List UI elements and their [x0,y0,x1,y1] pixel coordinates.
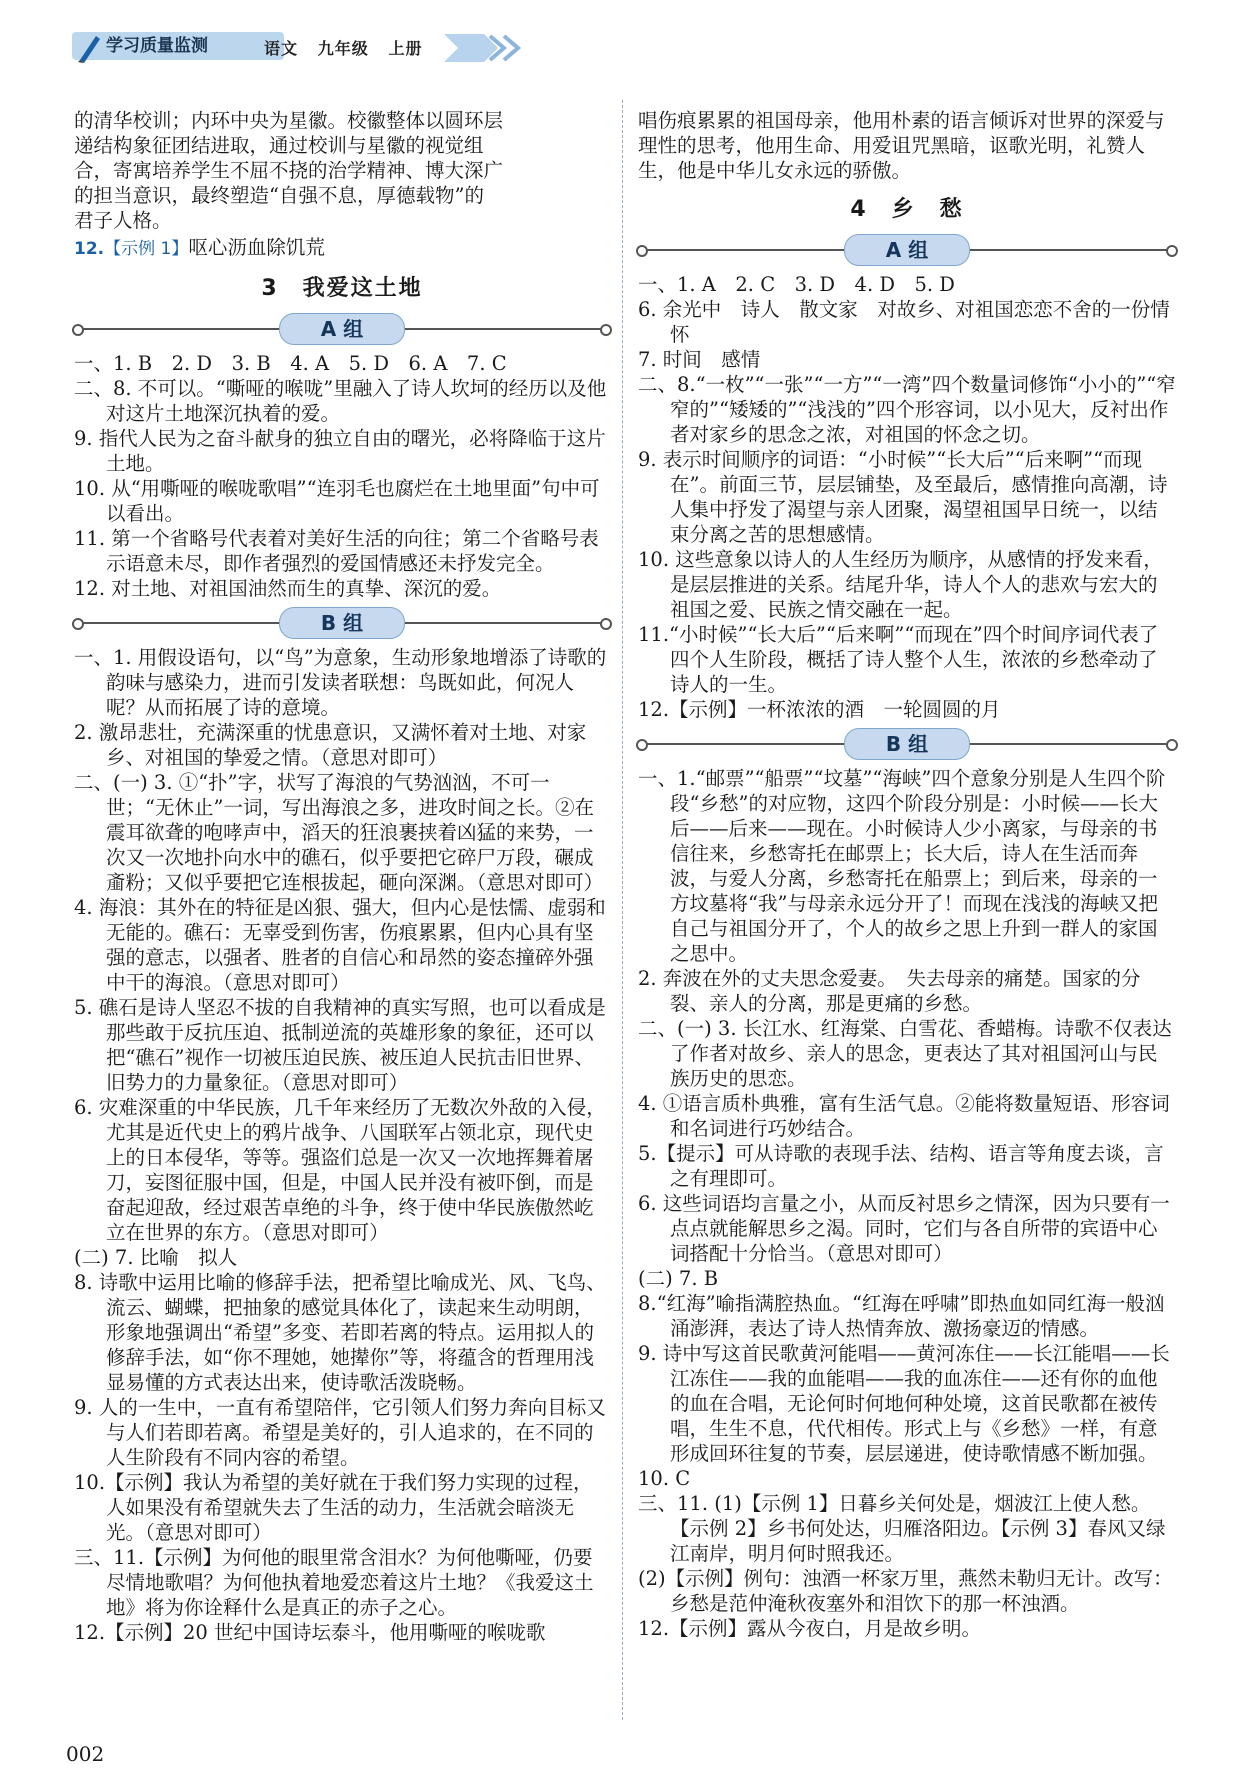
answer: 2. 激昂悲壮，充满深重的忧患意识，又满怀着对土地、对家乡、对祖国的挚爱之情。（意思对即可） [74,721,587,769]
answer-text: 呕心沥血除饥荒 [188,236,325,259]
text-line: 合，寄寓培养学生不屈不挠的治学精神、博大深广 [74,159,504,182]
continued-text: 唱伤痕累累的祖国母亲，他用朴素的语言倾诉对世界的深爱与理性的思考，他用生命、用爱诅咒黑暗，讴歌光明，礼赞人生，他是中华儿女永远的骄傲。 [638,109,1165,182]
answer: 三、11.【示例】为何他的眼里常含泪水？为何他嘶哑，仍要尽情地歌唱？为何他执着地爱恋着这片土地？《我爱这土地》将为你诠释什么是真正的赤子之心。 [74,1546,594,1619]
group-label: B 组 [279,607,405,639]
answer: 8. 诗歌中运用比喻的修辞手法，把希望比喻成光、风、飞鸟、流云、蝴蝶，把抽象的感觉具体化了，读起来生动明朗，形象地强调出“希望”多变、若即若离的特点。运用拟人的修辞手法，如“你不理她，她撵你”等，将蕴含的哲理用浅显易懂的方式表达出来，使诗歌活泼晓畅。 [74,1271,606,1394]
answer: 10.【示例】我认为希望的美好就在于我们努力实现的过程，人如果没有希望就失去了生活的动力，生活就会暗淡无光。（意思对即可） [74,1471,593,1544]
text-line: 的担当意识，最终塑造“自强不息，厚德载物”的 [74,184,484,207]
left-column [74,108,610,1645]
answer: 一、1. A 2. C 3. D 4. D 5. D [638,273,955,296]
page-header [72,28,532,68]
answer: 5.【提示】可从诗歌的表现手法、结构、语言等角度去谈，言之有理即可。 [638,1142,1164,1190]
answer: 三、11. (1)【示例 1】日暮乡关何处是，烟波江上使人愁。【示例 2】乡书何处达，归雁洛阳边。【示例 3】春风又绿江南岸，明月何时照我还。 [638,1492,1166,1565]
answer: 10. 这些意象以诗人的人生经历为顺序，从感情的抒发来看，是层层推进的关系。结尾升华，诗人个人的悲欢与宏大的祖国之爱、民族之情交融在一起。 [638,548,1163,621]
grade: 九年级 [317,39,369,58]
answer: 9. 指代人民为之奋斗献身的独立自由的曙光，必将降临于这片土地。 [74,427,606,475]
answer: 2. 奔波在外的丈夫思念爱妻。 失去母亲的痛楚。国家的分裂、亲人的分离，那是更痛的乡愁。 [638,967,1141,1015]
intro-block [74,108,610,233]
volume: 上册 [388,39,423,58]
pen-icon [76,32,102,64]
brand-label [72,32,284,60]
brand-text: 学习质量监测 [106,36,208,56]
right-column [638,108,1176,1641]
answer: 10. 从“用嘶哑的喉咙歌唱”“连羽毛也腐烂在土地里面”句中可以看出。 [74,477,600,525]
answer: 11.“小时候”“长大后”“后来啊”“而现在”四个时间序词代表了四个人生阶段，概括了诗人整个人生，浓浓的乡愁牵动了诗人的一生。 [638,623,1159,696]
answer: 一、1. 用假设语句，以“鸟”为意象，生动形象地增添了诗歌的韵味与感染力，进而引发读者联想：鸟既如此，何况人呢？从而拓展了诗的意境。 [74,646,607,719]
subject: 语文 [264,39,299,58]
text-line: 的清华校训；内环中央为星徽。校徽整体以圆环层 [74,109,504,132]
answer: 10. C [638,1467,691,1490]
page-number: 002 [66,1742,105,1766]
answer: 二、(一) 3. 长江水、红海棠、白雪花、香蜡梅。诗歌不仅表达了作者对故乡、亲人的思念，更表达了其对祖国河山与民族历史的思恋。 [638,1017,1172,1090]
answer: 7. 时间 感情 [638,348,761,371]
answer: 二、8.“一枚”“一张”“一方”“一湾”四个数量词修饰“小小的”“窄窄的”“矮矮的”“浅浅的”四个形容词，以小见大，反衬出作者对家乡的思念之浓，对祖国的怀念之切。 [638,373,1176,446]
group-b-header [74,605,610,641]
answer: (二) 7. B [638,1267,719,1290]
answer: 12.【示例】20 世纪中国诗坛泰斗，他用嘶哑的喉咙歌 [74,1621,546,1644]
example-tag: 【示例 1】 [104,239,189,259]
answer: 二、(一) 3. ①“扑”字，状写了海浪的气势汹汹，不可一世；“无休止”一词，写出海浪之多，进攻时间之长。②在震耳欲聋的咆哮声中，滔天的狂浪裹挟着凶猛的来势，一次又一次地扑向水中的礁石，似乎要把它碎尸万段，碾成齑粉；又似乎要把它连根拔起，砸向深渊。（意思对即可） [74,771,604,894]
subject-line [264,36,422,59]
answer: 6. 余光中 诗人 散文家 对故乡、对祖国恋恋不舍的一份情怀 [638,298,1170,346]
lesson-title: 3 我爱这土地 [261,276,423,301]
text-line: 君子人格。 [74,209,172,232]
answer: 12. 对土地、对祖国油然而生的真挚、深沉的爱。 [74,577,502,600]
answer: 8.“红海”喻指满腔热血。“红海在呼啸”即热血如同红海一般汹涌澎湃，表达了诗人热情奔放、激扬豪迈的情感。 [638,1292,1165,1340]
answer: 9. 人的一生中，一直有希望陪伴，它引领人们努力奔向目标又与人们若即若离。希望是美好的，引人追求的，在不同的人生阶段有不同内容的希望。 [74,1396,606,1469]
group-label: A 组 [844,234,970,266]
answer-12 [74,235,610,262]
answer: (二) 7. 比喻 拟人 [74,1246,238,1269]
group-a-header [638,232,1176,268]
answer: 5. 礁石是诗人坚忍不拔的自我精神的真实写照，也可以看成是那些敢于反抗压迫、抵制逆流的英雄形象的象征，还可以把“礁石”视作一切被压迫民族、被压迫人民抗击旧世界、旧势力的力量象征。（意思对即可） [74,996,606,1094]
answer: 6. 这些词语均言量之小，从而反衬思乡之情深，因为只要有一点点就能解思乡之渴。同时，它们与各自所带的宾语中心词搭配十分恰当。（意思对即可） [638,1192,1170,1265]
answer: 9. 诗中写这首民歌黄河能唱——黄河冻住——长江能唱——长江冻住——我的血能唱——我的血冻住——还有你的血他的血在合唱，无论何时何地何种处境，这首民歌都在被传唱，生生不息，代代相传。形式上与《乡愁》一样，有意形成回环往复的节奏，层层递进，使诗歌情感不断加强。 [638,1342,1170,1465]
answer: 6. 灾难深重的中华民族，几千年来经历了无数次外敌的入侵，尤其是近代史上的鸦片战争、八国联军占领北京，现代史上的日本侵华，等等。强盗们总是一次又一次地挥舞着屠刀，妄图征服中国，但是，中国人民并没有被吓倒，而是奋起迎敌，经过艰苦卓绝的斗争，终于使中华民族傲然屹立在世界的东方。（意思对即可） [74,1096,606,1244]
answer: 9. 表示时间顺序的词语：“小时候”“长大后”“后来啊”“而现在”。前面三节，层层铺垫，及至最后，感情推向高潮，诗人集中抒发了渴望与亲人团聚，渴望祖国早日统一，以结束分离之苦的思想感情。 [638,448,1168,546]
group-label: B 组 [844,728,970,760]
chevron-arrows-icon [444,30,534,66]
group-b-header [638,726,1176,762]
text-line: 递结构象征团结进取，通过校训与星徽的视觉组 [74,134,484,157]
answer: 一、1. B 2. D 3. B 4. A 5. D 6. A 7. C [74,352,507,375]
answer: 4. ①语言质朴典雅，富有生活气息。②能将数量短语、形容词和名词进行巧妙结合。 [638,1092,1170,1140]
answer: (2)【示例】例句：浊酒一杯家万里，燕然未勒归无计。改写：乡愁是范仲淹秋夜塞外和泪饮下的那一杯浊酒。 [638,1567,1173,1615]
group-label: A 组 [279,313,405,345]
answer: 11. 第一个省略号代表着对美好生活的向往；第二个省略号表示语意未尽，即作者强烈的爱国情感还未抒发完全。 [74,527,599,575]
group-a-header [74,311,610,347]
answer: 4. 海浪：其外在的特征是凶狠、强大，但内心是怯懦、虚弱和无能的。礁石：无辜受到伤害，伤痕累累，但内心具有坚强的意志，以强者、胜者的自信心和昂然的姿态撞碎外强中干的海浪。（意思对即可） [74,896,606,994]
q-number: 12. [74,239,105,259]
answer: 12.【示例】露从今夜白，月是故乡明。 [638,1617,982,1640]
column-divider [622,100,623,1720]
answer: 一、1.“邮票”“船票”“坟墓”“海峡”四个意象分别是人生四个阶段“乡愁”的对应物，这四个阶段分别是：小时候——长大后——后来——现在。小时候诗人少小离家，与母亲的书信往来，乡愁寄托在邮票上；长大后，诗人在生活而奔波，与爱人分离，乡愁寄托在船票上；到后来，母亲的一方坟墓将“我”与母亲永远分开了！而现在浅浅的海峡又把自己与祖国分开了，个人的故乡之思上升到一群人的家国之思中。 [638,767,1166,965]
lesson-title: 4 乡 愁 [850,197,964,222]
answer: 二、8. 不可以。“嘶哑的喉咙”里融入了诗人坎坷的经历以及他对这片土地深沉执着的爱。 [74,377,607,425]
answer: 12.【示例】一杯浓浓的酒 一轮圆圆的月 [638,698,1001,721]
